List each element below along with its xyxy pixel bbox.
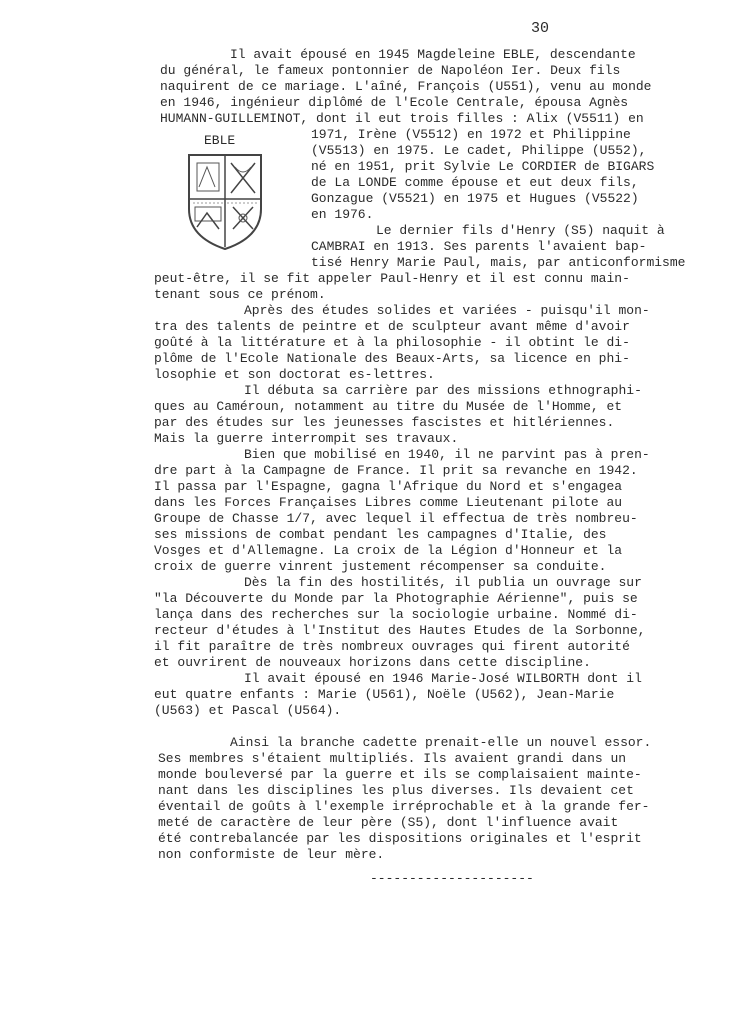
text-line: Ainsi la branche cadette prenait-elle un nouvel essor. [230, 735, 652, 750]
text-line: Vosges et d'Allemagne. La croix de la Légion d'Honneur et la [154, 543, 623, 558]
text-line: dre part à la Campagne de France. Il prit sa revanche en 1942. [154, 463, 638, 478]
text-line: en 1946, ingénieur diplômé de l'Ecole Centrale, épousa Agnès [160, 95, 629, 110]
text-line: (U563) et Pascal (U564). [154, 703, 342, 718]
text-line: nant dans les disciplines les plus diverses. Ils devaient cet [158, 783, 634, 798]
text-line: Il passa par l'Espagne, gagna l'Afrique du Nord et s'engagea [154, 479, 623, 494]
text-line: Il avait épousé en 1945 Magdeleine EBLE, descendante [230, 47, 636, 62]
text-line: peut-être, il se fit appeler Paul-Henry et il est connu main- [154, 271, 630, 286]
text-line: Ses membres s'étaient multipliés. Ils avaient grandi dans un [158, 751, 627, 766]
text-line: (V5513) en 1975. Le cadet, Philippe (U552), [311, 143, 647, 158]
text-line: naquirent de ce mariage. L'aîné, François (U551), venu au monde [160, 79, 652, 94]
text-line: losophie et son doctorat es-lettres. [154, 367, 435, 382]
page-number: 30 [531, 20, 550, 37]
text-line: du général, le fameux pontonnier de Napoléon Ier. Deux fils [160, 63, 621, 78]
text-line: monde bouleversé par la guerre et ils se complaisaient mainte- [158, 767, 642, 782]
text-line: Groupe de Chasse 1/7, avec lequel il effectua de très nombreu- [154, 511, 638, 526]
shield-icon [183, 151, 267, 251]
text-line: dans les Forces Françaises Libres comme Lieutenant pilote au [154, 495, 623, 510]
text-line: Après des études solides et variées - puisqu'il mon- [244, 303, 650, 318]
text-line: plôme de l'Ecole Nationale des Beaux-Arts, sa licence en phi- [154, 351, 630, 366]
text-line: Le dernier fils d'Henry (S5) naquit à [376, 223, 665, 238]
text-line: et ouvrirent de nouveaux horizons dans cette discipline. [154, 655, 591, 670]
text-line: ques au Caméroun, notamment au titre du Musée de l'Homme, et [154, 399, 623, 414]
text-line: tra des talents de peintre et de sculpteur avant même d'avoir [154, 319, 630, 334]
separator-line: --------------------- [370, 871, 534, 886]
coat-of-arms [183, 133, 267, 251]
text-line: non conformiste de leur mère. [158, 847, 385, 862]
text-line: goûté à la littérature et à la philosophie - il obtint le di- [154, 335, 630, 350]
text-line: HUMANN-GUILLEMINOT, dont il eut trois filles : Alix (V5511) en [160, 111, 644, 126]
text-line: Bien que mobilisé en 1940, il ne parvint pas à pren- [244, 447, 650, 462]
text-line: "la Découverte du Monde par la Photographie Aérienne", puis se [154, 591, 638, 606]
text-line: il fit paraître de très nombreux ouvrages qui firent autorité [154, 639, 630, 654]
text-line: lança dans des recherches sur la sociologie urbaine. Nommé di- [154, 607, 638, 622]
text-line: ses missions de combat pendant les campagnes d'Italie, des [154, 527, 607, 542]
text-line: tenant sous ce prénom. [154, 287, 326, 302]
text-line: été contrebalancée par les dispositions originales et l'esprit [158, 831, 642, 846]
text-line: par des études sur les jeunesses fascistes et hitlériennes. [154, 415, 615, 430]
text-line: Il débuta sa carrière par des missions ethnographi- [244, 383, 642, 398]
text-line: né en 1951, prit Sylvie Le CORDIER de BIGARS [311, 159, 655, 174]
text-line: croix de guerre vinrent justement récompenser sa conduite. [154, 559, 607, 574]
text-line: tisé Henry Marie Paul, mais, par anticonformisme [311, 255, 686, 270]
text-line: Gonzague (V5521) en 1975 et Hugues (V5522) [311, 191, 639, 206]
text-line: Mais la guerre interrompit ses travaux. [154, 431, 459, 446]
text-line: meté de caractère de leur père (S5), dont l'influence avait [158, 815, 619, 830]
text-line: CAMBRAI en 1913. Ses parents l'avaient bap- [311, 239, 647, 254]
crest-label: EBLE [204, 133, 236, 148]
text-line: Dès la fin des hostilités, il publia un ouvrage sur [244, 575, 642, 590]
text-line: recteur d'études à l'Institut des Hautes Etudes de la Sorbonne, [154, 623, 646, 638]
text-line: 1971, Irène (V5512) en 1972 et Philippine [311, 127, 631, 142]
text-line: Il avait épousé en 1946 Marie-José WILBORTH dont il [244, 671, 642, 686]
text-line: de La LONDE comme épouse et eut deux fils, [311, 175, 639, 190]
text-line: en 1976. [311, 207, 374, 222]
text-line: eut quatre enfants : Marie (U561), Noële (U562), Jean-Marie [154, 687, 615, 702]
text-line: éventail de goûts à l'exemple irréprochable et à la grande fer- [158, 799, 650, 814]
